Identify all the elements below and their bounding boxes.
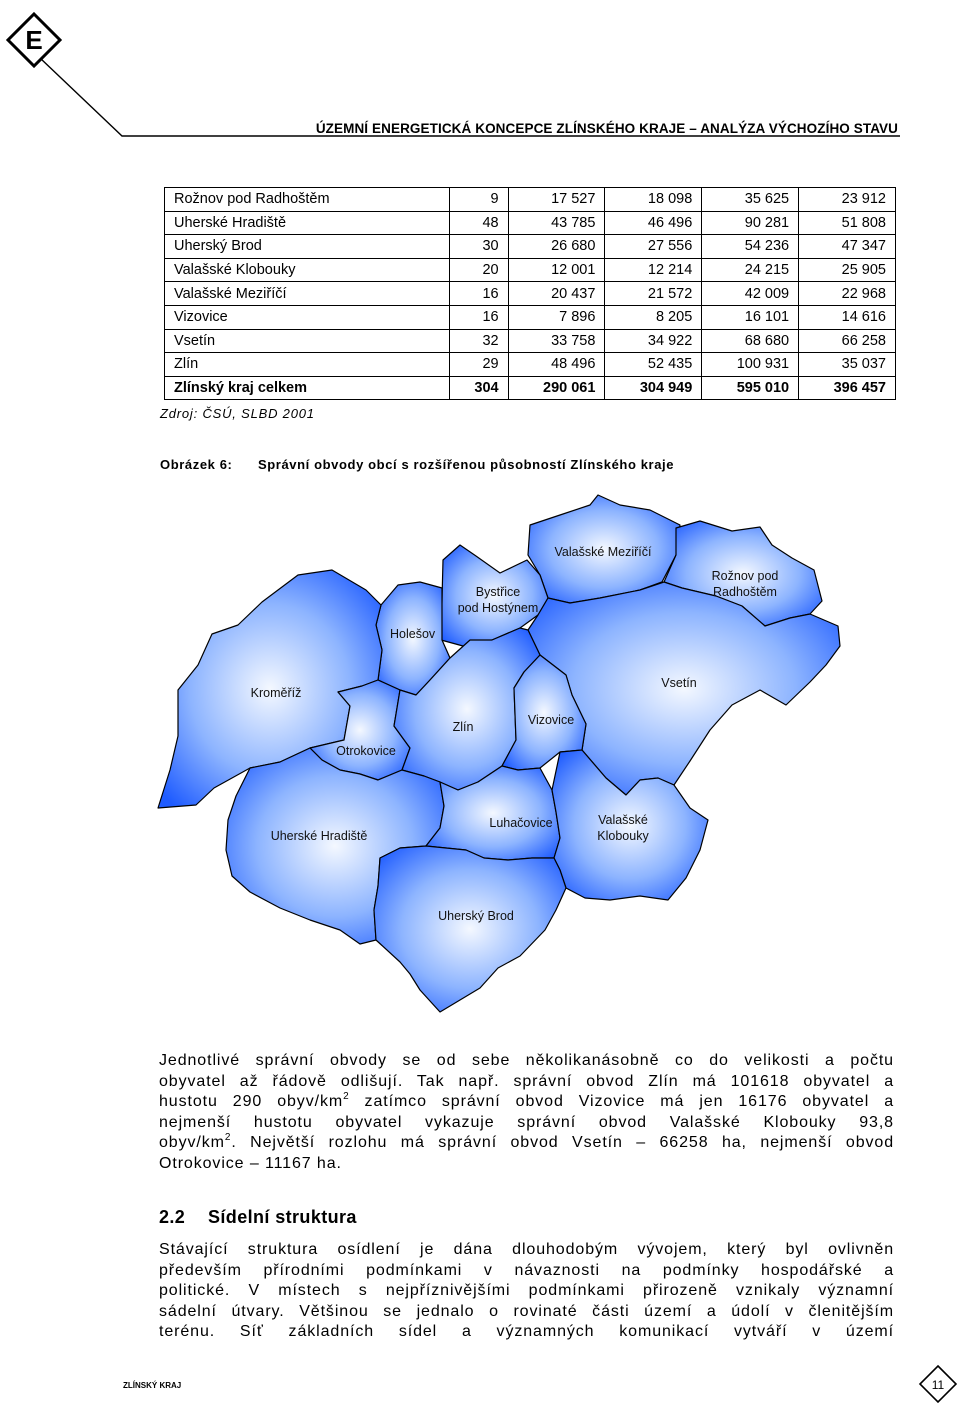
text-line: terénu. Síť základních sídel a významných komunikací vytváří v území [159, 1323, 894, 1341]
table-row [165, 188, 896, 212]
text-fragment: hustotu 290 obyv/km [159, 1093, 344, 1111]
figure-title: Správní obvody obcí s rozšířenou působností Zlínského kraje [258, 457, 675, 472]
text-line: obyvatel až řádově odlišují. Tak např. správní obvod Zlín má 101618 obyvatel a [159, 1072, 894, 1090]
footer-region-name: ZLÍNSKÝ KRAJ [123, 1381, 182, 1390]
table-cell: 66 258 [799, 329, 896, 353]
table-cell: 51 808 [799, 211, 896, 235]
table-cell: 16 [450, 282, 509, 306]
text-line: Stávající struktura osídlení je dána dlouhodobým vývojem, který byl ovlivněn [159, 1241, 894, 1258]
text-line: sádelní útvary. Většinou se jednalo o rovinaté části území a údolí v členitějším [159, 1302, 894, 1320]
map-label-roznov-line2: Radhoštěm [713, 585, 777, 599]
text-line: především přírodními podmínkami v návaznosti na podmínky hospodářské a [159, 1261, 894, 1279]
map-label-luhacovice: Luhačovice [489, 816, 553, 830]
table-cell: 90 281 [702, 211, 799, 235]
superscript: 2 [224, 1132, 232, 1144]
text-line [159, 1092, 894, 1113]
table-cell: 43 785 [508, 211, 605, 235]
company-logo-icon [6, 12, 62, 68]
text-line: nejmenší hustotu obyvatel vykazuje správní obvod Valašské Klobouky 93,8 [159, 1113, 894, 1131]
table-source-note: Zdroj: ČSÚ, SLBD 2001 [160, 406, 315, 421]
table-cell: 20 [450, 258, 509, 282]
table-cell: 290 061 [508, 376, 605, 400]
map-label-uherske-hradiste: Uherské Hradiště [270, 829, 368, 843]
table-cell: 48 [450, 211, 509, 235]
superscript: 2 [343, 1091, 350, 1103]
table-cell: Valašské Meziříčí [165, 282, 450, 306]
table-cell: 34 922 [605, 329, 702, 353]
table-total-row [165, 376, 896, 400]
region-map [150, 490, 850, 1020]
table-cell: 20 437 [508, 282, 605, 306]
text-line: Jednotlivé správní obvody se od sebe několikanásobně co do velikosti a počtu [159, 1052, 894, 1069]
table-cell: 35 625 [702, 188, 799, 212]
table-cell: 14 616 [799, 305, 896, 329]
table-cell: Vizovice [165, 305, 450, 329]
table-cell: 52 435 [605, 353, 702, 377]
table-cell: 32 [450, 329, 509, 353]
table-cell: 16 101 [702, 305, 799, 329]
table-row [165, 282, 896, 306]
table-cell: 54 236 [702, 235, 799, 259]
table-cell: 396 457 [799, 376, 896, 400]
map-label-otrokovice: Otrokovice [336, 744, 396, 758]
table-cell: 12 001 [508, 258, 605, 282]
table-cell: 100 931 [702, 353, 799, 377]
table-row [165, 258, 896, 282]
text-line: politické. V místech s nejpříznivějšími podmínkami přirozeně vznikaly významní [159, 1282, 894, 1300]
figure-caption [160, 457, 674, 472]
population-table [164, 187, 896, 400]
table-row [165, 329, 896, 353]
text-line: Otrokovice – 11167 ha. [159, 1154, 342, 1172]
map-label-valasske-klobouky-line1: Valašské [598, 813, 648, 827]
figure-label: Obrázek 6: [160, 457, 233, 472]
document-header-title: ÚZEMNÍ ENERGETICKÁ KONCEPCE ZLÍNSKÉHO KRAJE – ANALÝZA VÝCHOZÍHO STAVU [315, 121, 898, 136]
table-cell: 42 009 [702, 282, 799, 306]
table-cell: Zlínský kraj celkem [165, 376, 450, 400]
table-cell: 27 556 [605, 235, 702, 259]
text-fragment: obyv/km [159, 1134, 225, 1152]
map-label-holesov: Holešov [390, 627, 436, 641]
body-paragraph-2 [159, 1240, 894, 1343]
table-cell: 595 010 [702, 376, 799, 400]
map-label-roznov-line1: Rožnov pod [711, 569, 779, 583]
table-cell: 304 [450, 376, 509, 400]
table-cell: Rožnov pod Radhoštěm [165, 188, 450, 212]
table-cell: 12 214 [605, 258, 702, 282]
table-cell: 48 496 [508, 353, 605, 377]
map-label-bystrice-line1: Bystřice [475, 585, 521, 599]
table-cell: 29 [450, 353, 509, 377]
page-number-badge [918, 1364, 958, 1404]
section-number: 2.2 [159, 1207, 186, 1227]
table-row [165, 235, 896, 259]
table-row [165, 353, 896, 377]
table-cell: 46 496 [605, 211, 702, 235]
table-cell: 26 680 [508, 235, 605, 259]
table-row [165, 305, 896, 329]
map-label-valasske-mezirici: Valašské Meziříčí [554, 545, 652, 559]
table-cell: 304 949 [605, 376, 702, 400]
section-heading [159, 1207, 357, 1228]
table-cell: 22 968 [799, 282, 896, 306]
map-label-vizovice: Vizovice [527, 713, 575, 727]
table-cell: Uherský Brod [165, 235, 450, 259]
table-cell: Vsetín [165, 329, 450, 353]
table-cell: 23 912 [799, 188, 896, 212]
table-cell: 24 215 [702, 258, 799, 282]
text-line [159, 1133, 894, 1154]
table-cell: 8 205 [605, 305, 702, 329]
table-cell: 68 680 [702, 329, 799, 353]
map-label-zlin: Zlín [452, 720, 474, 734]
map-label-uhersky-brod: Uherský Brod [438, 909, 514, 923]
table-cell: Uherské Hradiště [165, 211, 450, 235]
text-fragment: . Největší rozlohu má správní obvod Vsetín – 66258 ha, nejmenší obvod [231, 1134, 894, 1152]
body-paragraph-1 [159, 1051, 894, 1175]
table-cell: 21 572 [605, 282, 702, 306]
table-cell: 16 [450, 305, 509, 329]
table-cell: 7 896 [508, 305, 605, 329]
text-fragment: zatímco správní obvod Vizovice má jen 16176 obyvatel a [349, 1093, 894, 1111]
table-cell: 18 098 [605, 188, 702, 212]
section-title: Sídelní struktura [208, 1207, 357, 1227]
table-cell: 9 [450, 188, 509, 212]
table-cell: 25 905 [799, 258, 896, 282]
table-cell: 47 347 [799, 235, 896, 259]
svg-text:E: E [25, 25, 43, 55]
table-cell: 35 037 [799, 353, 896, 377]
region-uhersky-brod [374, 846, 566, 1012]
table-cell: 30 [450, 235, 509, 259]
map-label-bystrice-line2: pod Hostýnem [457, 601, 539, 615]
table-cell: Zlín [165, 353, 450, 377]
map-label-valasske-klobouky-line2: Klobouky [597, 829, 649, 843]
table-cell: Valašské Klobouky [165, 258, 450, 282]
table-row [165, 211, 896, 235]
page-number: 11 [931, 1378, 945, 1392]
map-label-vsetin: Vsetín [661, 676, 697, 690]
table-cell: 33 758 [508, 329, 605, 353]
map-label-kromeriz: Kroměříž [250, 686, 302, 700]
table-cell: 17 527 [508, 188, 605, 212]
